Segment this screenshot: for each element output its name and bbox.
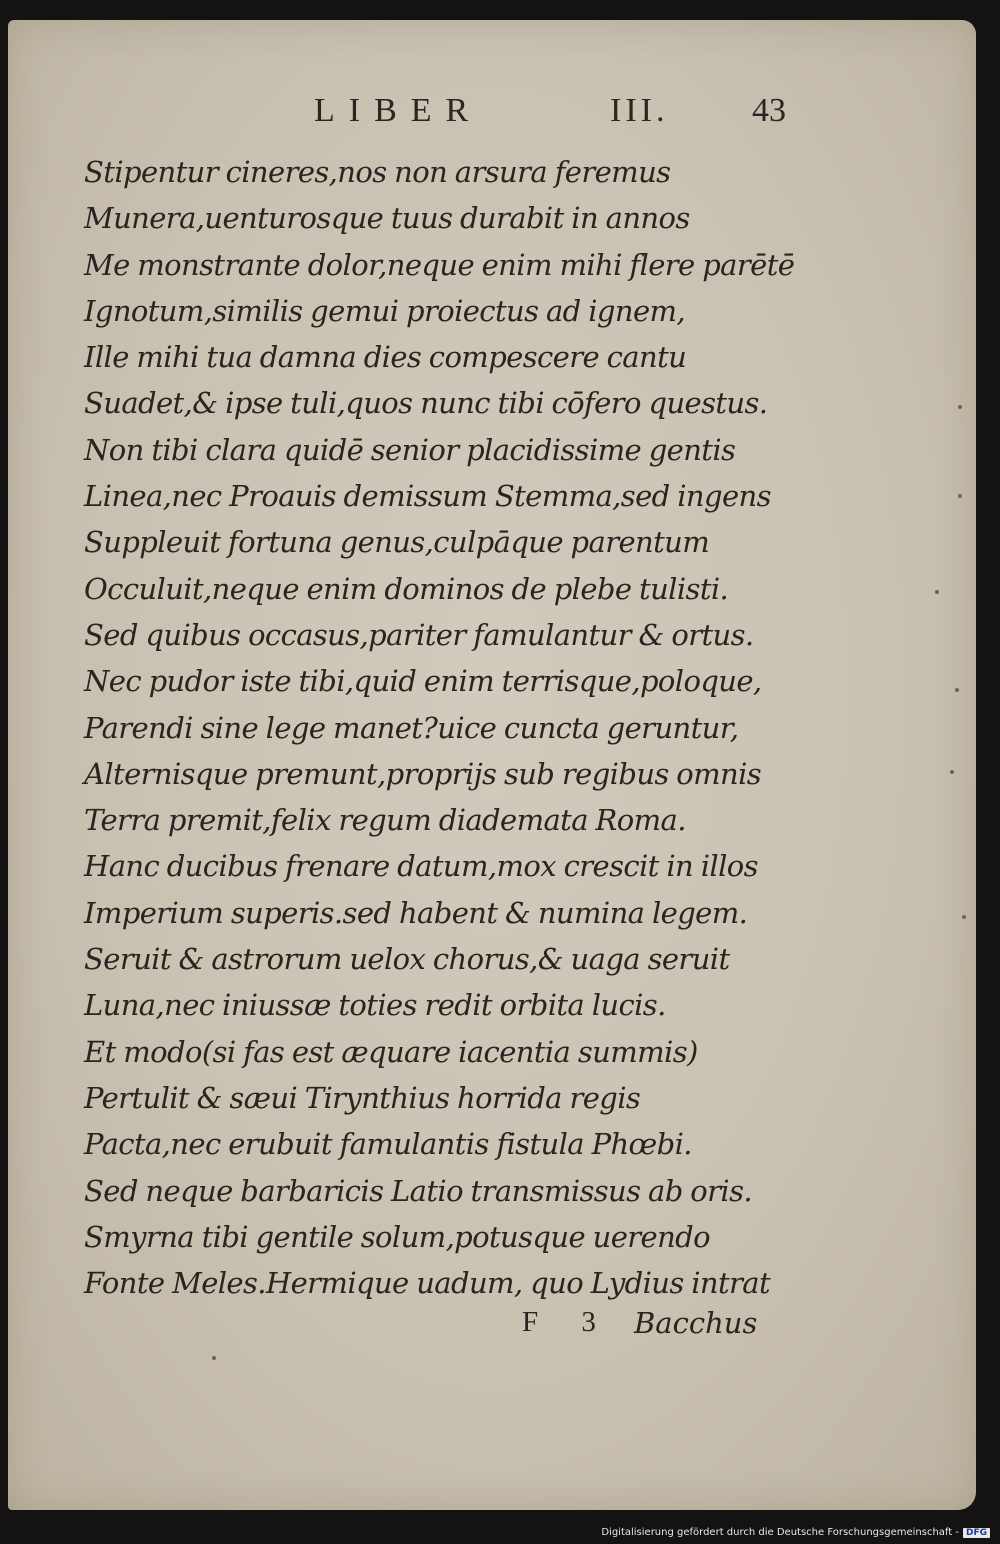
verse-line: Pertulit & sæui Tirynthius horrida regis xyxy=(84,1080,641,1115)
paper-speck xyxy=(955,688,959,692)
verse-line: Pacta,nec erubuit famulantis fistula Phœbi. xyxy=(84,1127,692,1162)
verse-line: Me monstrante dolor,neque enim mihi flere parētē xyxy=(84,247,795,282)
paper-speck xyxy=(962,915,966,919)
verse-line: Suppleuit fortuna genus,culpāque parentum xyxy=(84,525,710,560)
verse-line: Sed neque barbaricis Latio transmissus ab oris. xyxy=(84,1173,753,1208)
verse-line: Ignotum,similis gemui proiectus ad ignem, xyxy=(84,293,686,328)
paper-speck xyxy=(212,1356,216,1360)
verse-line: Suadet,& ipse tuli,quos nunc tibi cōfero questus. xyxy=(84,386,768,421)
verse-line: Occuluit,neque enim dominos de plebe tulisti. xyxy=(84,571,729,606)
page-header xyxy=(0,92,1000,132)
page-number: 43 xyxy=(752,92,786,129)
verse-line: Sed quibus occasus,pariter famulantur & ortus. xyxy=(84,617,754,652)
signature-mark: F 3 xyxy=(522,1306,614,1338)
verse-line: Imperium superis.sed habent & numina legem. xyxy=(84,895,748,930)
verse-line: Alternisque premunt,proprijs sub regibus omnis xyxy=(84,756,762,791)
verse-line: Seruit & astrorum uelox chorus,& uaga seruit xyxy=(84,942,730,977)
verse-line: Stipentur cineres,nos non arsura feremus xyxy=(84,155,671,189)
verse-line: Fonte Meles.Hermique uadum, quo Lydius intrat xyxy=(84,1266,771,1301)
verse-line: Parendi sine lege manet?uice cuncta geruntur, xyxy=(84,710,739,745)
verse-text-block xyxy=(84,152,804,1309)
verse-line: Non tibi clara quidē senior placidissime gentis xyxy=(84,432,736,467)
page-footer xyxy=(0,1306,1000,1346)
verse-line: Hanc ducibus frenare datum,mox crescit in illos xyxy=(84,849,758,884)
verse-line: Smyrna tibi gentile solum,potusque uerendo xyxy=(84,1219,711,1254)
verse-line: Nec pudor iste tibi,quid enim terrisque,poloque, xyxy=(84,664,762,699)
paper-speck xyxy=(958,494,962,498)
digitization-credit xyxy=(601,1527,990,1538)
paper-speck xyxy=(950,770,954,774)
book-number: III. xyxy=(610,92,669,129)
verse-line: Luna,nec iniussæ toties redit orbita lucis. xyxy=(84,988,666,1023)
verse-line: Terra premit,felix regum diademata Roma. xyxy=(84,803,686,838)
credit-text: Digitalisierung gefördert durch die Deutsche Forschungsgemeinschaft - xyxy=(601,1527,959,1538)
dfg-logo: DFG xyxy=(963,1528,990,1538)
verse-line: Ille mihi tua damna dies compescere cantu xyxy=(84,340,687,375)
catchword: Bacchus xyxy=(634,1306,758,1340)
running-title: LIBER xyxy=(314,92,483,129)
paper-speck xyxy=(935,590,939,594)
verse-line: Munera,uenturosque tuus durabit in annos xyxy=(84,201,690,236)
verse-line: Linea,nec Proauis demissum Stemma,sed ingens xyxy=(84,479,771,514)
paper-speck xyxy=(958,405,962,409)
verse-line: Et modo(si fas est æquare iacentia summis) xyxy=(84,1034,698,1069)
